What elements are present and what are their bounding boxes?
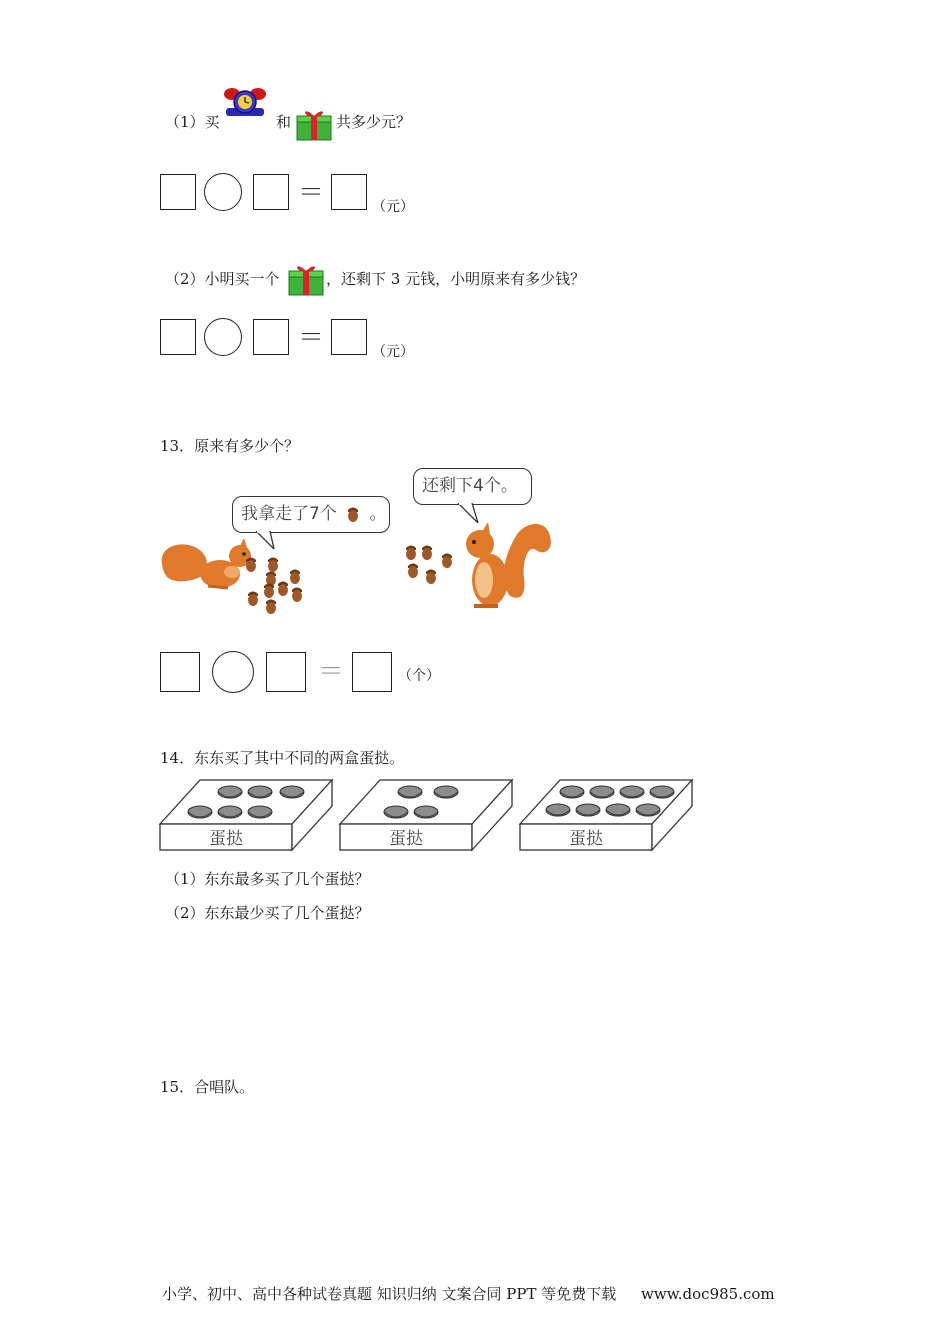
q12-part1-line: [165, 112, 220, 132]
egg-tart: [384, 806, 408, 818]
egg-tart: [218, 786, 242, 798]
answer-box[interactable]: [160, 652, 200, 692]
equals-sign: ＝: [298, 178, 325, 208]
acorn-pile-right: [406, 544, 460, 586]
equals-sign: ＝: [318, 657, 345, 687]
footer-text: 小学、初中、高中各种试卷真题 知识归纳 文案合同 PPT 等免费下载: [162, 1285, 617, 1303]
egg-tart: [434, 786, 458, 798]
q13-title: 13．原来有多少个？: [160, 437, 300, 455]
egg-tart: [650, 786, 674, 798]
bubble-text: 我拿走了7个: [241, 504, 337, 524]
box-label: 蛋挞: [569, 829, 603, 849]
equals-sign: ＝: [298, 323, 325, 353]
operator-circle[interactable]: [212, 651, 254, 693]
gift-box-icon: [288, 261, 324, 297]
unit-label: （元）: [372, 344, 414, 360]
q12-part1-prefix: （1）买: [165, 113, 220, 131]
box-label: 蛋挞: [389, 829, 423, 849]
answer-box[interactable]: [160, 319, 196, 355]
operator-circle[interactable]: [204, 318, 242, 356]
operator-circle[interactable]: [204, 173, 242, 211]
footer-url[interactable]: www.doc985.com: [641, 1285, 775, 1303]
egg-tart: [546, 804, 570, 816]
egg-tart: [414, 806, 438, 818]
egg-tart: [398, 786, 422, 798]
q12-part1-suffix: 共多少元？: [336, 113, 412, 131]
egg-tart: [248, 786, 272, 798]
egg-tart: [188, 806, 212, 818]
q12-part2-suffix: ，还剩下 3 元钱，小明原来有多少钱？: [326, 270, 586, 288]
acorn-icon: [346, 504, 360, 522]
answer-box[interactable]: [352, 652, 392, 692]
unit-label: （个）: [398, 668, 440, 684]
egg-tart: [606, 804, 630, 816]
unit-label: （元）: [372, 199, 414, 215]
box-label: 蛋挞: [209, 829, 243, 849]
egg-tart: [218, 806, 242, 818]
egg-tart: [248, 806, 272, 818]
q14-title: 14．东东买了其中不同的两盒蛋挞。: [160, 749, 405, 767]
gift-box-icon: [296, 106, 332, 142]
egg-tart: [560, 786, 584, 798]
squirrel-icon: [158, 534, 258, 592]
q12-part1-middle: 和: [276, 113, 292, 131]
q15-title: 15．合唱队。: [160, 1078, 255, 1096]
answer-box[interactable]: [160, 174, 196, 210]
q12-part2-prefix: （2）小明买一个: [165, 270, 280, 288]
egg-tart: [280, 786, 304, 798]
q14-sub1: （1）东东最多买了几个蛋挞？: [165, 870, 370, 888]
acorn-icon: [246, 558, 256, 573]
answer-box[interactable]: [253, 174, 289, 210]
egg-tart-box: [340, 780, 512, 850]
speech-bubble-left: [232, 496, 390, 533]
egg-tart: [636, 804, 660, 816]
egg-tart: [576, 804, 600, 816]
acorn-icon: [406, 546, 416, 561]
q14-sub2: （2）东东最少买了几个蛋挞？: [165, 904, 370, 922]
egg-tart: [590, 786, 614, 798]
bubble-text-end: 。: [369, 504, 387, 524]
answer-box[interactable]: [253, 319, 289, 355]
egg-tart-boxes: [158, 778, 698, 852]
egg-tart-box: [160, 780, 332, 850]
squirrel-icon: [458, 516, 554, 612]
alarm-clock-icon: [222, 86, 268, 118]
answer-box[interactable]: [266, 652, 306, 692]
bubble-tail: [254, 531, 284, 549]
bubble-text: 还剩下4个。: [422, 476, 518, 496]
answer-box[interactable]: [331, 319, 367, 355]
footer: [162, 1284, 775, 1304]
speech-bubble-right: [413, 468, 532, 505]
answer-box[interactable]: [331, 174, 367, 210]
acorn-pile-left: [246, 556, 310, 618]
egg-tart-box: [520, 780, 692, 850]
egg-tart: [620, 786, 644, 798]
